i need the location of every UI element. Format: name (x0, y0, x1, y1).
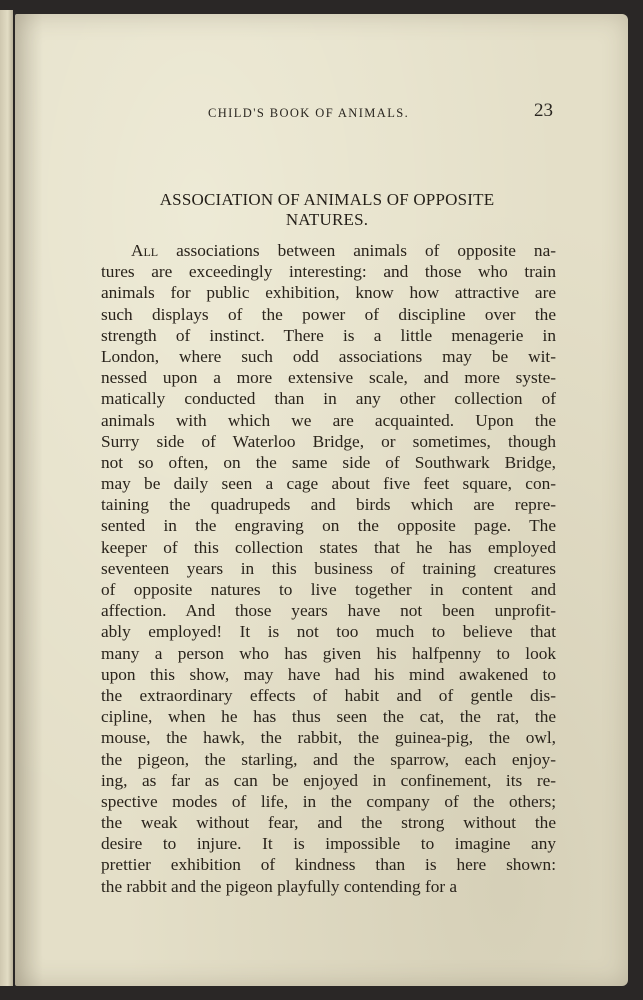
running-title: CHILD'S BOOK OF ANIMALS. (208, 106, 410, 120)
text-line: the extraordinary effects of habit and of gentle dis- (101, 685, 556, 705)
chapter-heading (111, 190, 543, 230)
text-line: mouse, the hawk, the rabbit, the guinea-pig, the owl, (101, 728, 556, 748)
page-number: 23 (534, 100, 553, 121)
text-line: London, where such odd associations may be wit- (101, 346, 556, 366)
text-line: animals for public exhibition, know how attractive are (101, 283, 556, 303)
text-line: upon this show, may have had his mind awakened to (101, 664, 556, 684)
lead-word: All (131, 241, 159, 260)
chapter-heading-line: NATURES. (285, 210, 369, 229)
text-line: desire to injure. It is impossible to imagine any (101, 834, 556, 854)
text-line: strength of instinct. There is a little menagerie in (101, 325, 556, 345)
text-line: sented in the engraving on the opposite page. The (101, 516, 556, 536)
text-line: animals with which we are acquainted. Upon the (101, 410, 556, 430)
text-line: Surry side of Waterloo Bridge, or sometimes, though (101, 431, 556, 451)
book-page (15, 14, 628, 986)
text-line: may be daily seen a cage about five feet square, con- (101, 474, 556, 494)
text-line: seventeen years in this business of training creatures (101, 558, 556, 578)
text-line: affection. And those years have not been unprofit- (101, 601, 556, 621)
text-line: of opposite natures to live together in content and (101, 580, 556, 599)
text-line: cipline, when he has thus seen the cat, the rat, the (101, 707, 556, 727)
text-line: such displays of the power of discipline over the (101, 304, 556, 324)
chapter-heading-line: ASSOCIATION OF ANIMALS OF OPPOSITE (159, 190, 495, 209)
text-line: the weak without fear, and the strong without the (101, 813, 556, 833)
text-line: taining the quadrupeds and birds which are repre- (101, 495, 556, 515)
text-line: ing, as far as can be enjoyed in confinement, its re- (101, 770, 556, 790)
text-line: nessed upon a more extensive scale, and more syste- (101, 368, 556, 388)
text-line: matically conducted than in any other collection of (101, 389, 556, 409)
text-line: the rabbit and the pigeon playfully contending for a (101, 876, 458, 896)
text-line: ably employed! It is not too much to believe that (101, 622, 556, 642)
text-line: many a person who has given his halfpenny to look (101, 643, 556, 663)
body-text (101, 240, 556, 897)
previous-page-edge (0, 10, 13, 986)
text-line: spective modes of life, in the company of the others; (101, 791, 556, 811)
running-head (15, 100, 628, 130)
text-line: All associations between animals of opposite na- (131, 241, 556, 260)
text-line: tures are exceedingly interesting: and those who train (101, 262, 556, 282)
text-line: prettier exhibition of kindness than is here shown: (101, 855, 556, 875)
text-line: the pigeon, the starling, and the sparrow, each enjoy- (101, 749, 556, 769)
text-line: keeper of this collection states that he has employed (101, 537, 556, 557)
text-line: not so often, on the same side of Southwark Bridge, (101, 452, 556, 472)
